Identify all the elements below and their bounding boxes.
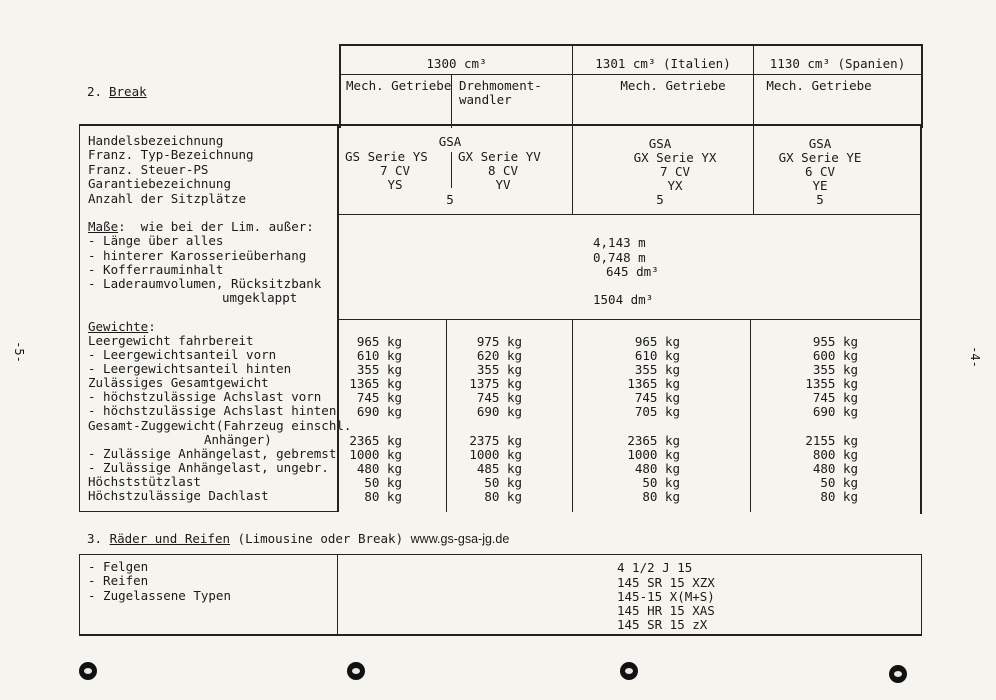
s3-value-reifen-3: 145 HR 15 XAS [617, 603, 715, 618]
weight-value: 745 kg [634, 390, 680, 405]
weight-value: 1000 kg [349, 447, 402, 462]
weight-value: 1365 kg [349, 376, 402, 391]
ident-cv-spanien: 6 CV [804, 164, 836, 179]
weight-label: - Leergewichtsanteil hinten [88, 361, 292, 376]
weight-value: 485 kg [476, 461, 522, 476]
weight-value: 745 kg [476, 390, 522, 405]
ident-gsa-1300: GSA [438, 134, 462, 149]
weight-value: 1365 kg [627, 376, 680, 391]
page-number-right: -4- [967, 346, 982, 368]
weight-value: 965 kg [356, 334, 402, 349]
ident-seats-italien: 5 [656, 192, 664, 207]
binder-hole-2 [347, 662, 365, 680]
weight-value: 50 kg [642, 475, 680, 490]
weight-value: 2375 kg [469, 433, 522, 448]
ident-divider-2 [572, 124, 573, 214]
ident-seats-spanien: 5 [816, 192, 824, 207]
page-number-left: -5- [11, 341, 26, 363]
ident-divider-3 [753, 124, 754, 214]
col-mech-1300: Mech. Getriebe [346, 78, 452, 93]
s3-value-reifen-4: 145 SR 15 zX [617, 617, 708, 632]
weight-value: 2365 kg [349, 433, 402, 448]
masse-bottom-rule [339, 319, 921, 320]
weight-value: 745 kg [812, 390, 858, 405]
s3-value-reifen-2: 145-15 X(M+S) [617, 589, 715, 604]
s3-label-felgen: - Felgen [88, 559, 149, 574]
weight-label: Leergewicht fahrbereit [88, 333, 254, 348]
label-handelsbezeichnung: Handelsbezeichnung [88, 133, 224, 148]
weight-value: 1375 kg [469, 376, 522, 391]
label-typ-bezeichnung: Franz. Typ-Bezeichnung [88, 147, 254, 162]
s3-right-border [921, 554, 922, 635]
s3-label-reifen: - Reifen [88, 573, 149, 588]
weight-divider-2 [572, 319, 573, 512]
section3-url: www.gs-gsa-jg.de [410, 532, 510, 546]
weight-value: 705 kg [634, 404, 680, 419]
section3-subtitle: (Limousine oder Break) [237, 531, 404, 546]
weight-value: 480 kg [812, 461, 858, 476]
masse-heading [88, 220, 314, 234]
ident-code-italien: YX [667, 178, 683, 193]
gewichte-title: Gewichte [88, 319, 149, 334]
table-bottom-left-rule [79, 511, 339, 512]
ident-bottom-rule [339, 214, 921, 215]
binder-hole-3 [620, 662, 638, 680]
weight-label: Höchstzulässige Dachlast [88, 488, 269, 503]
s3-label-divider [337, 554, 338, 635]
weight-value: 50 kg [820, 475, 858, 490]
weight-value: 600 kg [812, 348, 858, 363]
col-drehmoment-line1: Drehmoment- [459, 78, 542, 93]
ident-cv-italien: 7 CV [659, 164, 691, 179]
table-top-rule [79, 124, 922, 126]
section3-title: Räder und Reifen [109, 531, 231, 546]
ident-ys-code: YS [387, 177, 403, 192]
binder-hole-4 [889, 665, 907, 683]
weight-value: 355 kg [356, 362, 402, 377]
weight-value: 690 kg [476, 404, 522, 419]
weight-value: 955 kg [812, 334, 858, 349]
label-steuer-ps: Franz. Steuer-PS [88, 162, 209, 177]
s3-left-border [79, 554, 80, 635]
ident-yv-serie: GX Serie YV [458, 149, 541, 164]
ident-divider-1 [451, 152, 452, 188]
weight-label: - Zulässige Anhängelast, ungebr. [88, 460, 329, 475]
weight-value: 355 kg [634, 362, 680, 377]
weight-value: 610 kg [634, 348, 680, 363]
masse-value-ueberhang: 0,748 m [593, 250, 646, 265]
weight-value: 480 kg [634, 461, 680, 476]
masse-label-laenge: - Länge über alles [88, 233, 224, 248]
weight-label: Anhänger) [204, 432, 272, 447]
masse-label-ueberhang: - hinterer Karosserieüberhang [88, 248, 307, 263]
col-1301-header: 1301 cm³ (Italien) [595, 56, 731, 71]
weight-value: 480 kg [356, 461, 402, 476]
label-sitzplaetze: Anzahl der Sitzplätze [88, 191, 247, 206]
s3-value-felgen: 4 1/2 J 15 [617, 560, 693, 575]
weight-value: 80 kg [820, 489, 858, 504]
weight-value: 2365 kg [627, 433, 680, 448]
col-drehmoment-line2: wandler [459, 92, 512, 107]
ident-yv-code: YV [495, 177, 511, 192]
ident-ys-serie: GS Serie YS [345, 149, 428, 164]
header-top-rule [339, 44, 922, 46]
col-mech-1301: Mech. Getriebe [620, 78, 726, 93]
weight-value: 1000 kg [469, 447, 522, 462]
masse-label-kofferraum: - Kofferrauminhalt [88, 262, 224, 277]
weight-label: Gesamt-Zuggewicht(Fahrzeug einschl. [88, 418, 352, 433]
weight-value: 355 kg [812, 362, 858, 377]
weight-value: 690 kg [812, 404, 858, 419]
masse-label-laderaum: - Laderaumvolumen, Rücksitzbank [88, 276, 322, 291]
binder-hole-1 [79, 662, 97, 680]
weight-value: 800 kg [812, 447, 858, 462]
masse-intro: : wie bei der Lim. außer: [118, 219, 314, 234]
weight-value: 610 kg [356, 348, 402, 363]
weight-value: 1000 kg [627, 447, 680, 462]
s3-label-typen: - Zugelassene Typen [88, 588, 231, 603]
table-left-border [79, 124, 80, 512]
ident-seats-1300: 5 [446, 192, 454, 207]
masse-value-laenge: 4,143 m [593, 235, 646, 250]
weight-value: 80 kg [364, 489, 402, 504]
weight-label: Zulässiges Gesamtgewicht [88, 375, 269, 390]
ident-gsa-spanien: GSA [808, 136, 832, 151]
header-right-border [921, 44, 923, 128]
weight-value: 745 kg [356, 390, 402, 405]
weight-label: - Leergewichtsanteil vorn [88, 347, 277, 362]
section2-title: Break [109, 84, 147, 99]
ident-serie-italien: GX Serie YX [633, 150, 717, 165]
ident-code-spanien: YE [812, 178, 828, 193]
weight-label: Höchststützlast [88, 474, 201, 489]
ident-serie-spanien: GX Serie YE [778, 150, 862, 165]
ident-gsa-italien: GSA [648, 136, 672, 151]
col-mech-1130: Mech. Getriebe [766, 78, 872, 93]
weight-value: 690 kg [356, 404, 402, 419]
masse-title: Maße [88, 219, 119, 234]
weight-value: 80 kg [642, 489, 680, 504]
masse-value-laderaum: 1504 dm³ [593, 292, 654, 307]
section2-number: 2. [87, 84, 103, 99]
weight-value: 965 kg [634, 334, 680, 349]
weight-value: 975 kg [476, 334, 522, 349]
masse-label-umgeklappt: umgeklappt [222, 290, 298, 305]
s3-bottom-rule [79, 634, 922, 636]
weight-value: 620 kg [476, 348, 522, 363]
weight-label: - Zulässige Anhängelast, gebremst [88, 446, 337, 461]
section3-number: 3. [87, 531, 103, 546]
weight-value: 2155 kg [805, 433, 858, 448]
section3-heading [87, 532, 509, 546]
gewichte-heading [88, 320, 156, 334]
s3-value-reifen-1: 145 SR 15 XZX [617, 575, 715, 590]
ident-yv-cv: 8 CV [487, 163, 519, 178]
col-1300-header: 1300 cm³ [426, 56, 487, 71]
weight-value: 1355 kg [805, 376, 858, 391]
label-garantiebezeichnung: Garantiebezeichnung [88, 176, 231, 191]
weight-value: 355 kg [476, 362, 522, 377]
weight-divider-3 [750, 319, 751, 512]
col-1130-header: 1130 cm³ (Spanien) [769, 56, 906, 71]
weight-label: - höchstzulässige Achslast vorn [88, 389, 322, 404]
header-mid-rule [339, 74, 922, 75]
weight-value: 50 kg [364, 475, 402, 490]
gewichte-colon: : [148, 319, 156, 334]
weight-value: 50 kg [484, 475, 522, 490]
masse-value-kofferraum: 645 dm³ [606, 264, 659, 279]
s3-top-rule [79, 554, 922, 555]
weight-label: - höchstzulässige Achslast hinten [88, 403, 337, 418]
ident-ys-cv: 7 CV [379, 163, 411, 178]
weight-value: 80 kg [484, 489, 522, 504]
